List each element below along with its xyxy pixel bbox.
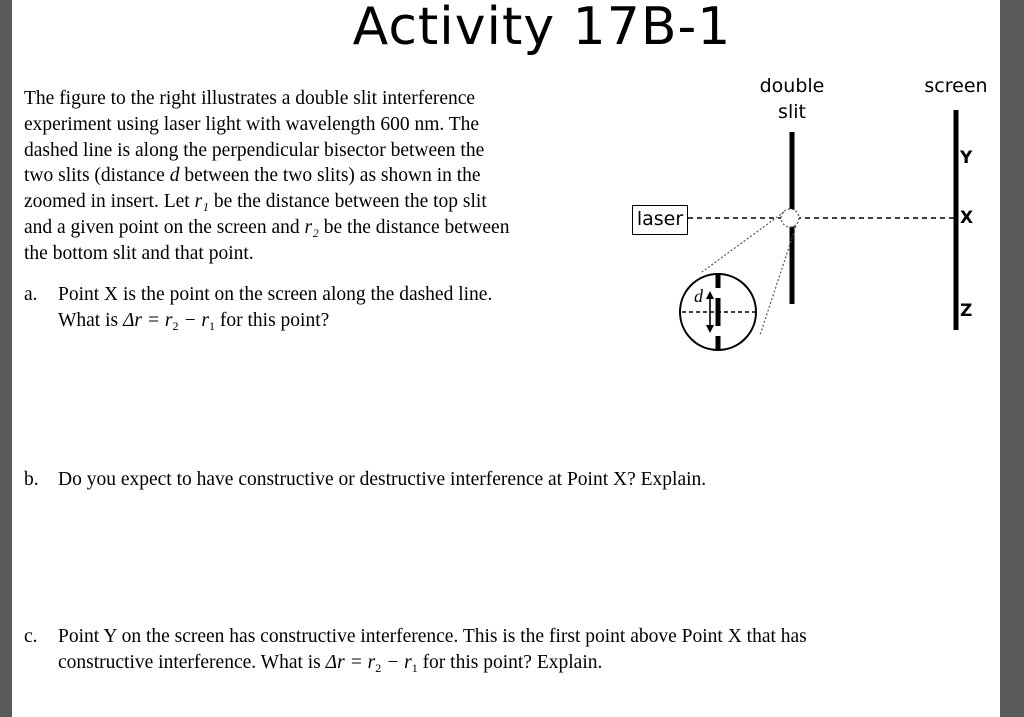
question-b — [24, 467, 924, 497]
worksheet-page — [12, 0, 1000, 717]
var-r1: r₁ — [194, 191, 209, 213]
intro-line: two slits (distance d between the two slits) as shown in the — [24, 165, 481, 187]
intro-line: the bottom slit and that point. — [24, 242, 254, 264]
question-c-line1: Point Y on the screen has constructive interference. This is the first point above Point X that has — [58, 626, 807, 647]
intro-line: dashed line is along the perpendicular bisector between the — [24, 139, 485, 161]
point-z-label: Z — [960, 301, 973, 321]
double-label: double — [759, 75, 825, 97]
inset-d-label: d — [694, 286, 703, 306]
intro-line: zoomed in insert. Let r₁ be the distance between the top slit — [24, 191, 487, 213]
page-title: Activity 17B-1 — [352, 0, 732, 57]
question-a — [24, 282, 624, 342]
question-a-label: a. — [24, 284, 38, 305]
point-x-label: X — [960, 208, 974, 228]
question-b-text: Do you expect to have constructive or destructive interference at Point X? Explain. — [58, 469, 707, 490]
zoom-connector-line — [702, 212, 784, 272]
question-c-label: c. — [24, 626, 38, 647]
var-r2: r₂ — [304, 216, 319, 238]
var-d: d — [169, 165, 180, 187]
slit-label: slit — [778, 101, 806, 123]
intro-line: experiment using laser light with wavelength 600 nm. The — [24, 113, 480, 135]
question-a-line1: Point X is the point on the screen along the dashed line. — [58, 284, 493, 305]
intro-line: and a given point on the screen and r₂ be the distance between — [24, 216, 510, 238]
question-c — [24, 624, 984, 684]
question-a-line2: What is $\Delta r = r_2 - r_1$ for this point? — [58, 309, 330, 333]
intro-line: The figure to the right illustrates a double slit interference — [24, 88, 476, 109]
laser-box: laser — [632, 205, 688, 235]
double-slit-diagram — [12, 0, 1000, 717]
question-b-label: b. — [24, 469, 39, 490]
point-y-label: Y — [960, 148, 973, 168]
screen-label: screen — [924, 75, 988, 97]
question-c-line2: constructive interference. What is $\Delta r = r_2 - r_1$ for this point? Explain. — [58, 651, 603, 675]
